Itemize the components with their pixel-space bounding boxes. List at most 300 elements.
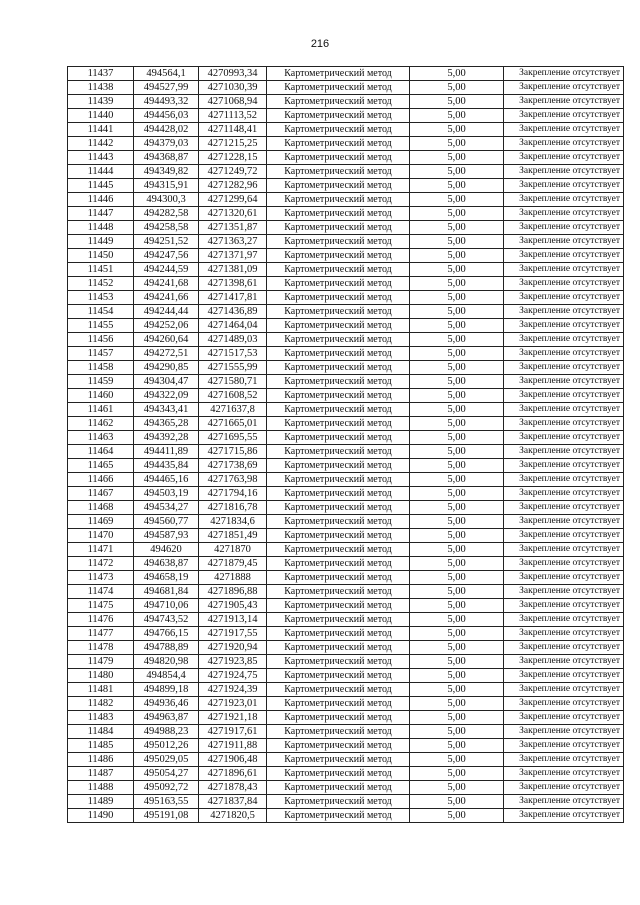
accuracy-cell: 5,00 (410, 389, 504, 403)
table-row (68, 291, 624, 305)
x-coordinate-cell: 494658,19 (134, 571, 199, 585)
accuracy-cell: 5,00 (410, 165, 504, 179)
method-cell: Картометрический метод (267, 585, 410, 599)
y-coordinate-cell: 4271320,61 (199, 207, 267, 221)
x-coordinate-cell: 494710,06 (134, 599, 199, 613)
accuracy-cell: 5,00 (410, 249, 504, 263)
point-number-cell: 11481 (68, 683, 134, 697)
accuracy-cell: 5,00 (410, 725, 504, 739)
point-number-cell: 11474 (68, 585, 134, 599)
point-number-cell: 11490 (68, 809, 134, 823)
method-cell: Картометрический метод (267, 179, 410, 193)
method-cell: Картометрический метод (267, 529, 410, 543)
fixing-description-cell: Закрепление отсутствует (504, 599, 624, 613)
accuracy-cell: 5,00 (410, 557, 504, 571)
fixing-description-cell: Закрепление отсутствует (504, 641, 624, 655)
table-row (68, 333, 624, 347)
fixing-description-cell: Закрепление отсутствует (504, 277, 624, 291)
x-coordinate-cell: 494564,1 (134, 67, 199, 81)
fixing-description-cell: Закрепление отсутствует (504, 557, 624, 571)
accuracy-cell: 5,00 (410, 375, 504, 389)
fixing-description-cell: Закрепление отсутствует (504, 95, 624, 109)
fixing-description-cell: Закрепление отсутствует (504, 725, 624, 739)
fixing-description-cell: Закрепление отсутствует (504, 165, 624, 179)
point-number-cell: 11437 (68, 67, 134, 81)
point-number-cell: 11473 (68, 571, 134, 585)
x-coordinate-cell: 494899,18 (134, 683, 199, 697)
x-coordinate-cell: 494258,58 (134, 221, 199, 235)
accuracy-cell: 5,00 (410, 319, 504, 333)
point-number-cell: 11453 (68, 291, 134, 305)
method-cell: Картометрический метод (267, 277, 410, 291)
method-cell: Картометрический метод (267, 725, 410, 739)
table-row (68, 221, 624, 235)
method-cell: Картометрический метод (267, 557, 410, 571)
method-cell: Картометрический метод (267, 81, 410, 95)
fixing-description-cell: Закрепление отсутствует (504, 795, 624, 809)
point-number-cell: 11465 (68, 459, 134, 473)
y-coordinate-cell: 4271911,88 (199, 739, 267, 753)
table-row (68, 151, 624, 165)
table-row (68, 655, 624, 669)
x-coordinate-cell: 494241,68 (134, 277, 199, 291)
accuracy-cell: 5,00 (410, 473, 504, 487)
x-coordinate-cell: 495163,55 (134, 795, 199, 809)
fixing-description-cell: Закрепление отсутствует (504, 319, 624, 333)
point-number-cell: 11478 (68, 641, 134, 655)
point-number-cell: 11471 (68, 543, 134, 557)
fixing-description-cell: Закрепление отсутствует (504, 501, 624, 515)
method-cell: Картометрический метод (267, 305, 410, 319)
method-cell: Картометрический метод (267, 207, 410, 221)
table-row (68, 95, 624, 109)
method-cell: Картометрический метод (267, 627, 410, 641)
table-row (68, 347, 624, 361)
point-number-cell: 11454 (68, 305, 134, 319)
table-row (68, 235, 624, 249)
table-row (68, 697, 624, 711)
point-number-cell: 11458 (68, 361, 134, 375)
y-coordinate-cell: 4271249,72 (199, 165, 267, 179)
table-row (68, 319, 624, 333)
method-cell: Картометрический метод (267, 193, 410, 207)
fixing-description-cell: Закрепление отсутствует (504, 361, 624, 375)
x-coordinate-cell: 494251,52 (134, 235, 199, 249)
x-coordinate-cell: 494435,84 (134, 459, 199, 473)
y-coordinate-cell: 4271608,52 (199, 389, 267, 403)
accuracy-cell: 5,00 (410, 81, 504, 95)
accuracy-cell: 5,00 (410, 781, 504, 795)
accuracy-cell: 5,00 (410, 501, 504, 515)
fixing-description-cell: Закрепление отсутствует (504, 683, 624, 697)
fixing-description-cell: Закрепление отсутствует (504, 543, 624, 557)
x-coordinate-cell: 494272,51 (134, 347, 199, 361)
point-number-cell: 11483 (68, 711, 134, 725)
x-coordinate-cell: 494315,91 (134, 179, 199, 193)
y-coordinate-cell: 4271923,85 (199, 655, 267, 669)
method-cell: Картометрический метод (267, 515, 410, 529)
x-coordinate-cell: 494290,85 (134, 361, 199, 375)
method-cell: Картометрический метод (267, 67, 410, 81)
table-row (68, 67, 624, 81)
method-cell: Картометрический метод (267, 95, 410, 109)
x-coordinate-cell: 495092,72 (134, 781, 199, 795)
table-row (68, 263, 624, 277)
x-coordinate-cell: 494620 (134, 543, 199, 557)
method-cell: Картометрический метод (267, 473, 410, 487)
y-coordinate-cell: 4271913,14 (199, 613, 267, 627)
method-cell: Картометрический метод (267, 417, 410, 431)
method-cell: Картометрический метод (267, 319, 410, 333)
accuracy-cell: 5,00 (410, 613, 504, 627)
accuracy-cell: 5,00 (410, 305, 504, 319)
point-number-cell: 11486 (68, 753, 134, 767)
point-number-cell: 11439 (68, 95, 134, 109)
fixing-description-cell: Закрепление отсутствует (504, 781, 624, 795)
table-row (68, 137, 624, 151)
x-coordinate-cell: 494465,16 (134, 473, 199, 487)
point-number-cell: 11456 (68, 333, 134, 347)
point-number-cell: 11452 (68, 277, 134, 291)
accuracy-cell: 5,00 (410, 235, 504, 249)
method-cell: Картометрический метод (267, 501, 410, 515)
y-coordinate-cell: 4271923,01 (199, 697, 267, 711)
method-cell: Картометрический метод (267, 641, 410, 655)
method-cell: Картометрический метод (267, 389, 410, 403)
method-cell: Картометрический метод (267, 165, 410, 179)
point-number-cell: 11484 (68, 725, 134, 739)
fixing-description-cell: Закрепление отсутствует (504, 767, 624, 781)
table-row (68, 781, 624, 795)
point-number-cell: 11476 (68, 613, 134, 627)
point-number-cell: 11442 (68, 137, 134, 151)
point-number-cell: 11450 (68, 249, 134, 263)
y-coordinate-cell: 4271896,61 (199, 767, 267, 781)
table-row (68, 669, 624, 683)
x-coordinate-cell: 494343,41 (134, 403, 199, 417)
point-number-cell: 11448 (68, 221, 134, 235)
point-number-cell: 11445 (68, 179, 134, 193)
x-coordinate-cell: 494260,64 (134, 333, 199, 347)
method-cell: Картометрический метод (267, 403, 410, 417)
y-coordinate-cell: 4271282,96 (199, 179, 267, 193)
accuracy-cell: 5,00 (410, 207, 504, 221)
table-row (68, 585, 624, 599)
method-cell: Картометрический метод (267, 809, 410, 823)
y-coordinate-cell: 4271738,69 (199, 459, 267, 473)
method-cell: Картометрический метод (267, 249, 410, 263)
point-number-cell: 11475 (68, 599, 134, 613)
page-number: 216 (310, 38, 330, 50)
table-row (68, 81, 624, 95)
point-number-cell: 11468 (68, 501, 134, 515)
table-row (68, 501, 624, 515)
method-cell: Картометрический метод (267, 361, 410, 375)
fixing-description-cell: Закрепление отсутствует (504, 613, 624, 627)
accuracy-cell: 5,00 (410, 487, 504, 501)
method-cell: Картометрический метод (267, 697, 410, 711)
y-coordinate-cell: 4271299,64 (199, 193, 267, 207)
x-coordinate-cell: 494368,87 (134, 151, 199, 165)
method-cell: Картометрический метод (267, 151, 410, 165)
table-row (68, 487, 624, 501)
x-coordinate-cell: 494365,28 (134, 417, 199, 431)
y-coordinate-cell: 4271763,98 (199, 473, 267, 487)
accuracy-cell: 5,00 (410, 739, 504, 753)
point-number-cell: 11482 (68, 697, 134, 711)
fixing-description-cell: Закрепление отсутствует (504, 403, 624, 417)
fixing-description-cell: Закрепление отсутствует (504, 151, 624, 165)
fixing-description-cell: Закрепление отсутствует (504, 809, 624, 823)
point-number-cell: 11487 (68, 767, 134, 781)
fixing-description-cell: Закрепление отсутствует (504, 515, 624, 529)
accuracy-cell: 5,00 (410, 711, 504, 725)
point-number-cell: 11485 (68, 739, 134, 753)
accuracy-cell: 5,00 (410, 599, 504, 613)
method-cell: Картометрический метод (267, 683, 410, 697)
fixing-description-cell: Закрепление отсутствует (504, 333, 624, 347)
accuracy-cell: 5,00 (410, 123, 504, 137)
table-row (68, 557, 624, 571)
table-row (68, 641, 624, 655)
y-coordinate-cell: 4271695,55 (199, 431, 267, 445)
y-coordinate-cell: 4271905,43 (199, 599, 267, 613)
coordinates-table-body (68, 67, 624, 823)
fixing-description-cell: Закрепление отсутствует (504, 655, 624, 669)
fixing-description-cell: Закрепление отсутствует (504, 627, 624, 641)
method-cell: Картометрический метод (267, 795, 410, 809)
y-coordinate-cell: 4271148,41 (199, 123, 267, 137)
accuracy-cell: 5,00 (410, 403, 504, 417)
method-cell: Картометрический метод (267, 711, 410, 725)
accuracy-cell: 5,00 (410, 333, 504, 347)
method-cell: Картометрический метод (267, 599, 410, 613)
x-coordinate-cell: 494428,02 (134, 123, 199, 137)
point-number-cell: 11457 (68, 347, 134, 361)
y-coordinate-cell: 4271381,09 (199, 263, 267, 277)
method-cell: Картометрический метод (267, 767, 410, 781)
table-row (68, 305, 624, 319)
y-coordinate-cell: 4271870 (199, 543, 267, 557)
method-cell: Картометрический метод (267, 291, 410, 305)
y-coordinate-cell: 4271068,94 (199, 95, 267, 109)
y-coordinate-cell: 4271878,43 (199, 781, 267, 795)
fixing-description-cell: Закрепление отсутствует (504, 473, 624, 487)
accuracy-cell: 5,00 (410, 795, 504, 809)
table-row (68, 123, 624, 137)
x-coordinate-cell: 494241,66 (134, 291, 199, 305)
point-number-cell: 11449 (68, 235, 134, 249)
y-coordinate-cell: 4271851,49 (199, 529, 267, 543)
method-cell: Картометрический метод (267, 459, 410, 473)
y-coordinate-cell: 4271436,89 (199, 305, 267, 319)
y-coordinate-cell: 4271920,94 (199, 641, 267, 655)
y-coordinate-cell: 4271879,45 (199, 557, 267, 571)
x-coordinate-cell: 495012,26 (134, 739, 199, 753)
x-coordinate-cell: 494411,89 (134, 445, 199, 459)
fixing-description-cell: Закрепление отсутствует (504, 207, 624, 221)
x-coordinate-cell: 494349,82 (134, 165, 199, 179)
fixing-description-cell: Закрепление отсутствует (504, 459, 624, 473)
x-coordinate-cell: 494936,46 (134, 697, 199, 711)
y-coordinate-cell: 4271816,78 (199, 501, 267, 515)
table-row (68, 361, 624, 375)
fixing-description-cell: Закрепление отсутствует (504, 739, 624, 753)
accuracy-cell: 5,00 (410, 179, 504, 193)
fixing-description-cell: Закрепление отсутствует (504, 389, 624, 403)
method-cell: Картометрический метод (267, 221, 410, 235)
fixing-description-cell: Закрепление отсутствует (504, 669, 624, 683)
x-coordinate-cell: 494282,58 (134, 207, 199, 221)
method-cell: Картометрический метод (267, 781, 410, 795)
point-number-cell: 11488 (68, 781, 134, 795)
x-coordinate-cell: 495054,27 (134, 767, 199, 781)
method-cell: Картометрический метод (267, 263, 410, 277)
fixing-description-cell: Закрепление отсутствует (504, 291, 624, 305)
y-coordinate-cell: 4271665,01 (199, 417, 267, 431)
fixing-description-cell: Закрепление отсутствует (504, 193, 624, 207)
table-row (68, 207, 624, 221)
fixing-description-cell: Закрепление отсутствует (504, 123, 624, 137)
y-coordinate-cell: 4271417,81 (199, 291, 267, 305)
table-row (68, 417, 624, 431)
method-cell: Картометрический метод (267, 487, 410, 501)
fixing-description-cell: Закрепление отсутствует (504, 109, 624, 123)
fixing-description-cell: Закрепление отсутствует (504, 263, 624, 277)
accuracy-cell: 5,00 (410, 767, 504, 781)
accuracy-cell: 5,00 (410, 571, 504, 585)
y-coordinate-cell: 4271837,84 (199, 795, 267, 809)
table-row (68, 529, 624, 543)
table-row (68, 459, 624, 473)
y-coordinate-cell: 4271398,61 (199, 277, 267, 291)
point-number-cell: 11489 (68, 795, 134, 809)
table-row (68, 613, 624, 627)
point-number-cell: 11477 (68, 627, 134, 641)
accuracy-cell: 5,00 (410, 585, 504, 599)
y-coordinate-cell: 4271917,55 (199, 627, 267, 641)
x-coordinate-cell: 494247,56 (134, 249, 199, 263)
fixing-description-cell: Закрепление отсутствует (504, 375, 624, 389)
point-number-cell: 11441 (68, 123, 134, 137)
accuracy-cell: 5,00 (410, 459, 504, 473)
accuracy-cell: 5,00 (410, 641, 504, 655)
table-row (68, 277, 624, 291)
method-cell: Картометрический метод (267, 347, 410, 361)
y-coordinate-cell: 4271917,61 (199, 725, 267, 739)
table-row (68, 795, 624, 809)
y-coordinate-cell: 4271113,52 (199, 109, 267, 123)
method-cell: Картометрический метод (267, 669, 410, 683)
fixing-description-cell: Закрепление отсутствует (504, 711, 624, 725)
point-number-cell: 11461 (68, 403, 134, 417)
y-coordinate-cell: 4271580,71 (199, 375, 267, 389)
table-row (68, 473, 624, 487)
table-row (68, 571, 624, 585)
table-row (68, 403, 624, 417)
method-cell: Картометрический метод (267, 543, 410, 557)
x-coordinate-cell: 494493,32 (134, 95, 199, 109)
table-row (68, 431, 624, 445)
table-row (68, 739, 624, 753)
y-coordinate-cell: 4271555,99 (199, 361, 267, 375)
x-coordinate-cell: 494527,99 (134, 81, 199, 95)
accuracy-cell: 5,00 (410, 151, 504, 165)
table-row (68, 627, 624, 641)
fixing-description-cell: Закрепление отсутствует (504, 753, 624, 767)
fixing-description-cell: Закрепление отсутствует (504, 529, 624, 543)
fixing-description-cell: Закрепление отсутствует (504, 221, 624, 235)
method-cell: Картометрический метод (267, 571, 410, 585)
x-coordinate-cell: 494788,89 (134, 641, 199, 655)
point-number-cell: 11438 (68, 81, 134, 95)
y-coordinate-cell: 4271820,5 (199, 809, 267, 823)
method-cell: Картометрический метод (267, 655, 410, 669)
fixing-description-cell: Закрепление отсутствует (504, 417, 624, 431)
y-coordinate-cell: 4271030,39 (199, 81, 267, 95)
x-coordinate-cell: 494304,47 (134, 375, 199, 389)
y-coordinate-cell: 4271351,87 (199, 221, 267, 235)
point-number-cell: 11459 (68, 375, 134, 389)
method-cell: Картометрический метод (267, 235, 410, 249)
table-row (68, 109, 624, 123)
x-coordinate-cell: 494560,77 (134, 515, 199, 529)
method-cell: Картометрический метод (267, 445, 410, 459)
y-coordinate-cell: 4271464,04 (199, 319, 267, 333)
x-coordinate-cell: 494456,03 (134, 109, 199, 123)
fixing-description-cell: Закрепление отсутствует (504, 347, 624, 361)
accuracy-cell: 5,00 (410, 417, 504, 431)
accuracy-cell: 5,00 (410, 137, 504, 151)
accuracy-cell: 5,00 (410, 193, 504, 207)
point-number-cell: 11444 (68, 165, 134, 179)
table-row (68, 249, 624, 263)
table-row (68, 753, 624, 767)
fixing-description-cell: Закрепление отсутствует (504, 81, 624, 95)
coordinates-table (67, 66, 624, 823)
method-cell: Картометрический метод (267, 613, 410, 627)
table-row (68, 165, 624, 179)
point-number-cell: 11466 (68, 473, 134, 487)
method-cell: Картометрический метод (267, 375, 410, 389)
accuracy-cell: 5,00 (410, 221, 504, 235)
point-number-cell: 11460 (68, 389, 134, 403)
accuracy-cell: 5,00 (410, 277, 504, 291)
point-number-cell: 11464 (68, 445, 134, 459)
method-cell: Картометрический метод (267, 333, 410, 347)
accuracy-cell: 5,00 (410, 669, 504, 683)
table-row (68, 179, 624, 193)
table-row (68, 375, 624, 389)
accuracy-cell: 5,00 (410, 347, 504, 361)
y-coordinate-cell: 4271228,15 (199, 151, 267, 165)
fixing-description-cell: Закрепление отсутствует (504, 179, 624, 193)
accuracy-cell: 5,00 (410, 655, 504, 669)
table-row (68, 809, 624, 823)
point-number-cell: 11480 (68, 669, 134, 683)
table-row (68, 445, 624, 459)
table-row (68, 515, 624, 529)
x-coordinate-cell: 494638,87 (134, 557, 199, 571)
x-coordinate-cell: 494587,93 (134, 529, 199, 543)
x-coordinate-cell: 494766,15 (134, 627, 199, 641)
fixing-description-cell: Закрепление отсутствует (504, 67, 624, 81)
point-number-cell: 11440 (68, 109, 134, 123)
point-number-cell: 11479 (68, 655, 134, 669)
point-number-cell: 11451 (68, 263, 134, 277)
y-coordinate-cell: 4271896,88 (199, 585, 267, 599)
accuracy-cell: 5,00 (410, 683, 504, 697)
